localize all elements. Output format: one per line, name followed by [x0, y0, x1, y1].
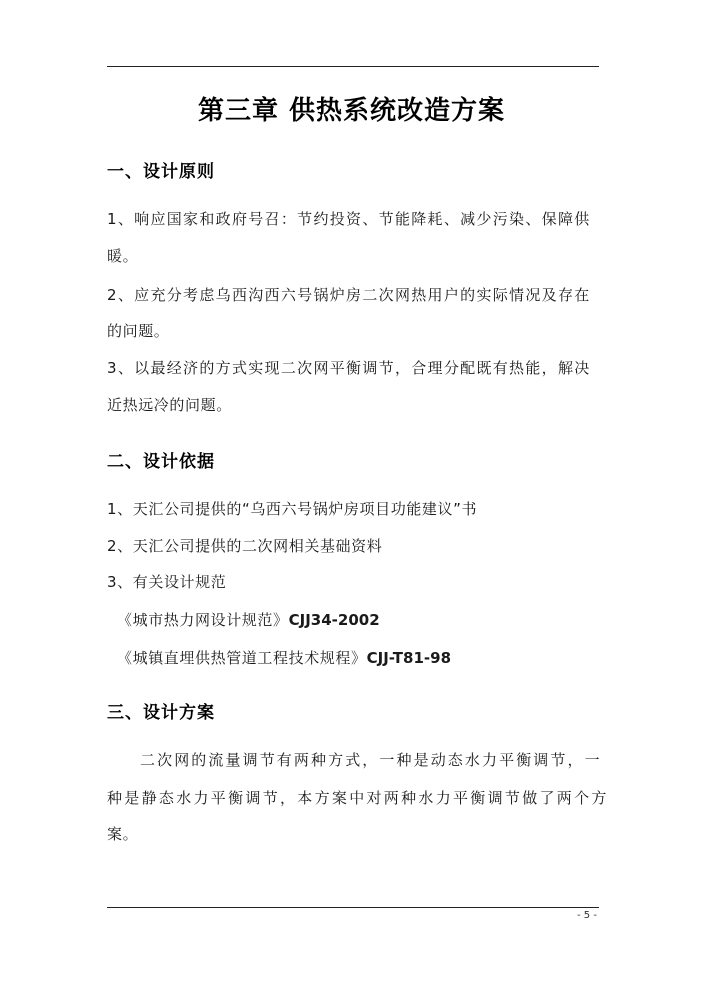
chapter-title: 第三章 供热系统改造方案 [197, 96, 506, 126]
principle-line-6: 近热远冷的问题。 [107, 396, 232, 414]
plan-paragraph-line-3: 案。 [107, 825, 139, 843]
basis-line-3: 3、有关设计规范 [107, 573, 227, 591]
section-heading-design-basis: 二、设计依据 [107, 452, 215, 472]
section-heading-design-principles: 一、设计原则 [107, 162, 215, 182]
header-rule [107, 66, 599, 67]
standard-code: CJJ-T81-98 [366, 649, 452, 667]
principle-line-1: 1、响应国家和政府号召：节约投资、节能降耗、减少污染、保障供 [107, 210, 591, 228]
standard-item [117, 609, 380, 630]
principle-line-2: 暖。 [107, 247, 139, 265]
principle-line-4: 的问题。 [107, 322, 170, 340]
section-heading-design-plan: 三、设计方案 [107, 703, 215, 723]
basis-line-1: 1、天汇公司提供的“乌西六号锅炉房项目功能建议”书 [107, 500, 478, 518]
page-number: - 5 - [577, 910, 597, 921]
principle-line-5: 3、以最经济的方式实现二次网平衡调节，合理分配既有热能，解决 [107, 359, 591, 377]
plan-paragraph-line-2: 种是静态水力平衡调节，本方案中对两种水力平衡调节做了两个方 [107, 789, 609, 807]
standard-item [117, 647, 451, 668]
principle-line-3: 2、应充分考虑乌西沟西六号锅炉房二次网热用户的实际情况及存在 [107, 286, 591, 304]
basis-line-2: 2、天汇公司提供的二次网相关基础资料 [107, 537, 383, 555]
footer-rule [107, 907, 599, 908]
plan-paragraph-line-1: 二次网的流量调节有两种方式，一种是动态水力平衡调节，一 [140, 751, 602, 769]
standard-code: CJJ34-2002 [288, 611, 380, 629]
standard-name: 《城市热力网设计规范》 [117, 611, 289, 629]
standard-name: 《城镇直埋供热管道工程技术规程》 [117, 649, 367, 667]
